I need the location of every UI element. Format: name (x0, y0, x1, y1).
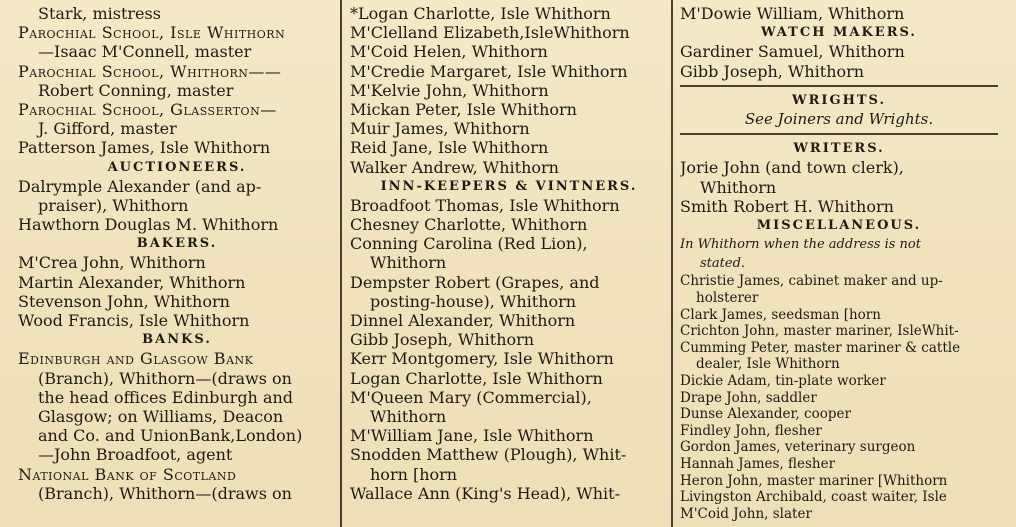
directory-entry: Dalrymple Alexander (and ap- (18, 176, 262, 196)
col3-miscellaneous-list (680, 273, 998, 522)
directory-entry: Parochial School, Glasserton— (18, 99, 277, 119)
directory-entry: (Branch), Whithorn—(draws on (38, 368, 292, 388)
col3-top (680, 4, 998, 81)
directory-entry: holsterer (696, 290, 759, 307)
directory-entry: Dickie Adam, tin-plate worker (680, 373, 886, 389)
directory-entry: See Joiners and Wrights. (744, 109, 934, 128)
directory-entry: Whithorn (700, 177, 777, 197)
directory-entry: Stevenson John, Whithorn (18, 291, 230, 311)
directory-entry: Heron John, master mariner [Whithorn (680, 472, 948, 489)
directory-entry: M'Clelland Elizabeth,IsleWhithorn (350, 23, 630, 43)
directory-entry: Livingston Archibald, coast waiter, Isle (680, 489, 947, 506)
directory-entry: J. Gifford, master (38, 119, 177, 139)
section-heading: AUCTIONEERS. (107, 159, 247, 175)
directory-entry: Gardiner Samuel, Whithorn (680, 42, 905, 62)
directory-entry: Kerr Montgomery, Isle Whithorn (350, 349, 614, 369)
directory-entry: M'Kelvie John, Whithorn (350, 80, 549, 100)
section-heading: WRITERS. (793, 141, 885, 157)
col3-writers (680, 139, 998, 273)
directory-entry: Whithorn (370, 406, 447, 426)
directory-entry: Chesney Charlotte, Whithorn (350, 215, 588, 235)
directory-entry: Broadfoot Thomas, Isle Whithorn (350, 195, 620, 215)
directory-entry: Wallace Ann (King's Head), Whit- (350, 483, 621, 503)
section-heading: WRIGHTS. (792, 92, 886, 108)
directory-entry: Robert Conning, master (38, 80, 234, 100)
directory-entry: National Bank of Scotland (18, 464, 237, 484)
directory-entry: Snodden Matthew (Plough), Whit- (350, 445, 627, 465)
directory-entry: Hawthorn Douglas M. Whithorn (18, 215, 279, 235)
directory-entry: Conning Carolina (Red Lion), (350, 234, 588, 254)
directory-entry: M'Coid Helen, Whithorn (350, 42, 548, 62)
directory-entry: stated. (700, 256, 746, 272)
directory-entry: M'Coid John, slater (680, 505, 812, 522)
column-2 (350, 4, 668, 527)
directory-entry: *Logan Charlotte, Isle Whithorn (350, 4, 611, 23)
directory-entry: Dempster Robert (Grapes, and (350, 272, 600, 292)
directory-entry: Gibb Joseph, Whithorn (680, 61, 865, 81)
column-rule-right (671, 0, 673, 527)
directory-entry: —Isaac M'Connell, master (38, 42, 252, 62)
directory-entry: Parochial School, Isle Whithorn (18, 23, 286, 43)
section-rule (680, 133, 998, 135)
section-heading: MISCELLANEOUS. (756, 217, 922, 233)
directory-entry: Reid Jane, Isle Whithorn (350, 138, 549, 158)
directory-entry: and Co. and UnionBank,London) (38, 426, 303, 446)
section-heading: BAKERS. (136, 236, 218, 252)
directory-entry: M'William Jane, Isle Whithorn (350, 426, 594, 446)
directory-entry: Drape John, saddler (680, 389, 817, 406)
directory-entry: Glasgow; on Williams, Deacon (38, 406, 284, 426)
directory-entry: M'Crea John, Whithorn (18, 253, 206, 273)
directory-entry: Gordon James, veterinary surgeon (680, 439, 916, 456)
directory-entry: Patterson James, Isle Whithorn (18, 138, 271, 158)
directory-entry: Muir James, Whithorn (350, 119, 530, 139)
directory-entry: Stark, mistress (38, 4, 161, 23)
directory-entry: M'Queen Mary (Commercial), (350, 387, 592, 407)
directory-entry: Wood Francis, Isle Whithorn (18, 311, 250, 330)
directory-entry: Smith Robert H. Whithorn (680, 196, 894, 216)
directory-entry: —John Broadfoot, agent (38, 445, 233, 465)
section-heading: BANKS. (142, 332, 212, 348)
col3-wrights (680, 91, 998, 129)
directory-entry: Jorie John (and town clerk), (680, 158, 904, 178)
directory-entry: Hannah James, flesher (680, 455, 836, 472)
directory-entry: the head offices Edinburgh and (38, 387, 294, 407)
directory-entry: Crichton John, master mariner, IsleWhit- (680, 323, 959, 340)
directory-entry: Whithorn (370, 253, 447, 273)
directory-entry: Clark James, seedsman [horn (680, 306, 881, 323)
directory-entry: Gibb Joseph, Whithorn (350, 330, 535, 350)
directory-entry: Dinnel Alexander, Whithorn (350, 311, 576, 330)
column-rule-left (340, 0, 342, 527)
directory-entry: M'Credie Margaret, Isle Whithorn (350, 61, 628, 81)
directory-entry: posting-house), Whithorn (370, 291, 577, 311)
directory-entry: Dunse Alexander, cooper (680, 406, 851, 423)
directory-entry: Parochial School, Whithorn—— (18, 61, 282, 81)
directory-entry: Cumming Peter, master mariner & cattle (680, 339, 961, 356)
column-3 (680, 4, 998, 527)
directory-entry: Logan Charlotte, Isle Whithorn (350, 368, 603, 388)
directory-entry: dealer, Isle Whithorn (696, 356, 840, 373)
section-heading: INN-KEEPERS & VINTNERS. (380, 178, 638, 194)
column-1 (18, 4, 336, 527)
directory-entry: Mickan Peter, Isle Whithorn (350, 99, 577, 119)
section-rule (680, 85, 998, 87)
directory-entry: praiser), Whithorn (38, 195, 189, 215)
section-heading: WATCH MAKERS. (761, 25, 917, 41)
directory-entry: In Whithorn when the address is not (680, 237, 921, 253)
directory-entry: (Branch), Whithorn—(draws on (38, 483, 292, 503)
directory-entry: Findley John, flesher (680, 422, 822, 439)
directory-entry: Walker Andrew, Whithorn (350, 157, 559, 177)
directory-entry: Edinburgh and Glasgow Bank (18, 349, 254, 369)
directory-entry: horn [horn (370, 464, 458, 484)
directory-entry: Christie James, cabinet maker and up- (680, 273, 943, 290)
directory-entry: Martin Alexander, Whithorn (18, 272, 246, 292)
directory-entry: M'Dowie William, Whithorn (680, 4, 905, 23)
